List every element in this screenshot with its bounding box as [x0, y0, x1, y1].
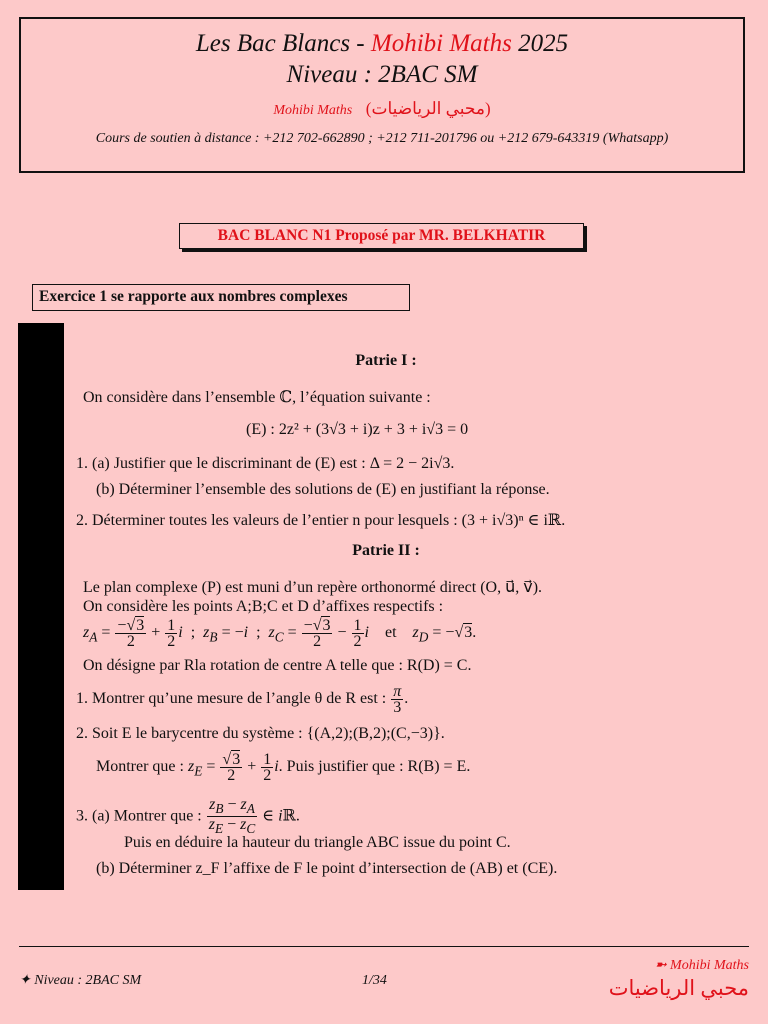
header-author [21, 99, 743, 121]
footer-brand-arabic: محبي الرياضيات [608, 976, 749, 1000]
part1-q1b: (b) Déterminer l’ensemble des solutions de (E) en justifiant la réponse. [96, 481, 550, 498]
part2-q3a-cont: Puis en déduire la hauteur du triangle ABC issue du point C. [124, 834, 511, 851]
footer-brand: ➼ Mohibi Maths [654, 958, 749, 973]
part2-intro1: Le plan complexe (P) est muni d’un repère orthonormé direct (O, u⃗, v⃗). [83, 579, 543, 596]
part1-intro: On considère dans l’ensemble ℂ, l’équation suivante : [83, 389, 431, 406]
part2-affixes: $z_A$ = $\frac{-√3}{2}$ + $\frac{1}{2}$ i ; $z_B = -i$ ; $z_C$ = $\frac{-√3}{2}$ − $\frac{1}{2}$ i et $z_D = -√3$. [83, 617, 477, 650]
exercise-title: Exercice 1 se rapporte aux nombres complexes [32, 284, 410, 311]
part2-q1-text: 1. Montrer qu’une mesure de l’angle θ de R est : [76, 690, 387, 708]
part1-title: Patrie I : [355, 352, 417, 369]
footer-level: ✦ Niveau : 2BAC SM [19, 973, 142, 988]
title-prefix: Les Bac Blancs - [195, 30, 371, 57]
part1-equation: (E) : 2z² + (3√3 + i)z + 3 + i√3 = 0 [246, 421, 469, 438]
footer-divider [19, 946, 749, 947]
part2-q3a-text: 3. (a) Montrer que : [76, 807, 202, 825]
title-year: 2025 [511, 30, 569, 57]
page-number: 1/34 [362, 973, 387, 988]
header-contact: Cours de soutien à distance : +212 702-662890 ; +212 711-201796 ou +212 679-643319 (Whatsapp) [95, 131, 669, 146]
author-latin: Mohibi Maths [273, 103, 353, 118]
title-brand: Mohibi Maths [370, 30, 512, 57]
part2-q3a: 3. (a) Montrer que : $\frac{z_B - z_A}{z_E - z_C}$ ∈ iℝ. [76, 796, 300, 837]
part2-q2b-post: . Puis justifier que : R(B) = E. [278, 758, 471, 776]
part2-title: Patrie II : [352, 542, 420, 559]
header-box [19, 17, 745, 173]
part2-intro2: On considère les points A;B;C et D d’affixes respectifs : [83, 598, 444, 615]
part1-q1a: 1. (a) Justifier que le discriminant de (E) est : Δ = 2 − 2i√3. [76, 455, 455, 472]
author-arabic: (محبي الرياضيات) [365, 99, 491, 118]
part2-q3b: (b) Déterminer z_F l’affixe de F le point d’intersection de (AB) et (CE). [96, 860, 558, 877]
part2-q2: 2. Soit E le barycentre du système : {(A,2);(B,2);(C,−3)}. [76, 725, 445, 742]
part2-intro3: On désigne par Rla rotation de centre A telle que : R(D) = C. [83, 657, 472, 674]
header-title [21, 29, 743, 59]
header-level: Niveau : 2BAC SM [286, 61, 478, 88]
side-bar [18, 323, 64, 890]
part1-q2: 2. Déterminer toutes les valeurs de l’entier n pour lesquels : (3 + i√3)ⁿ ∈ iℝ. [76, 512, 566, 529]
part2-q2b-pre: Montrer que : [96, 758, 184, 776]
part2-q1: 1. Montrer qu’une mesure de l’angle θ de R est : $\frac{\pi}{3}$ . [76, 683, 409, 716]
exam-title: BAC BLANC N1 Proposé par MR. BELKHATIR [179, 223, 584, 249]
part2-q2b: Montrer que : $z_E$ = $\frac{√3}{2}$ + $\frac{1}{2}$ i. Puis justifier que : R(B) = E. [96, 751, 471, 784]
